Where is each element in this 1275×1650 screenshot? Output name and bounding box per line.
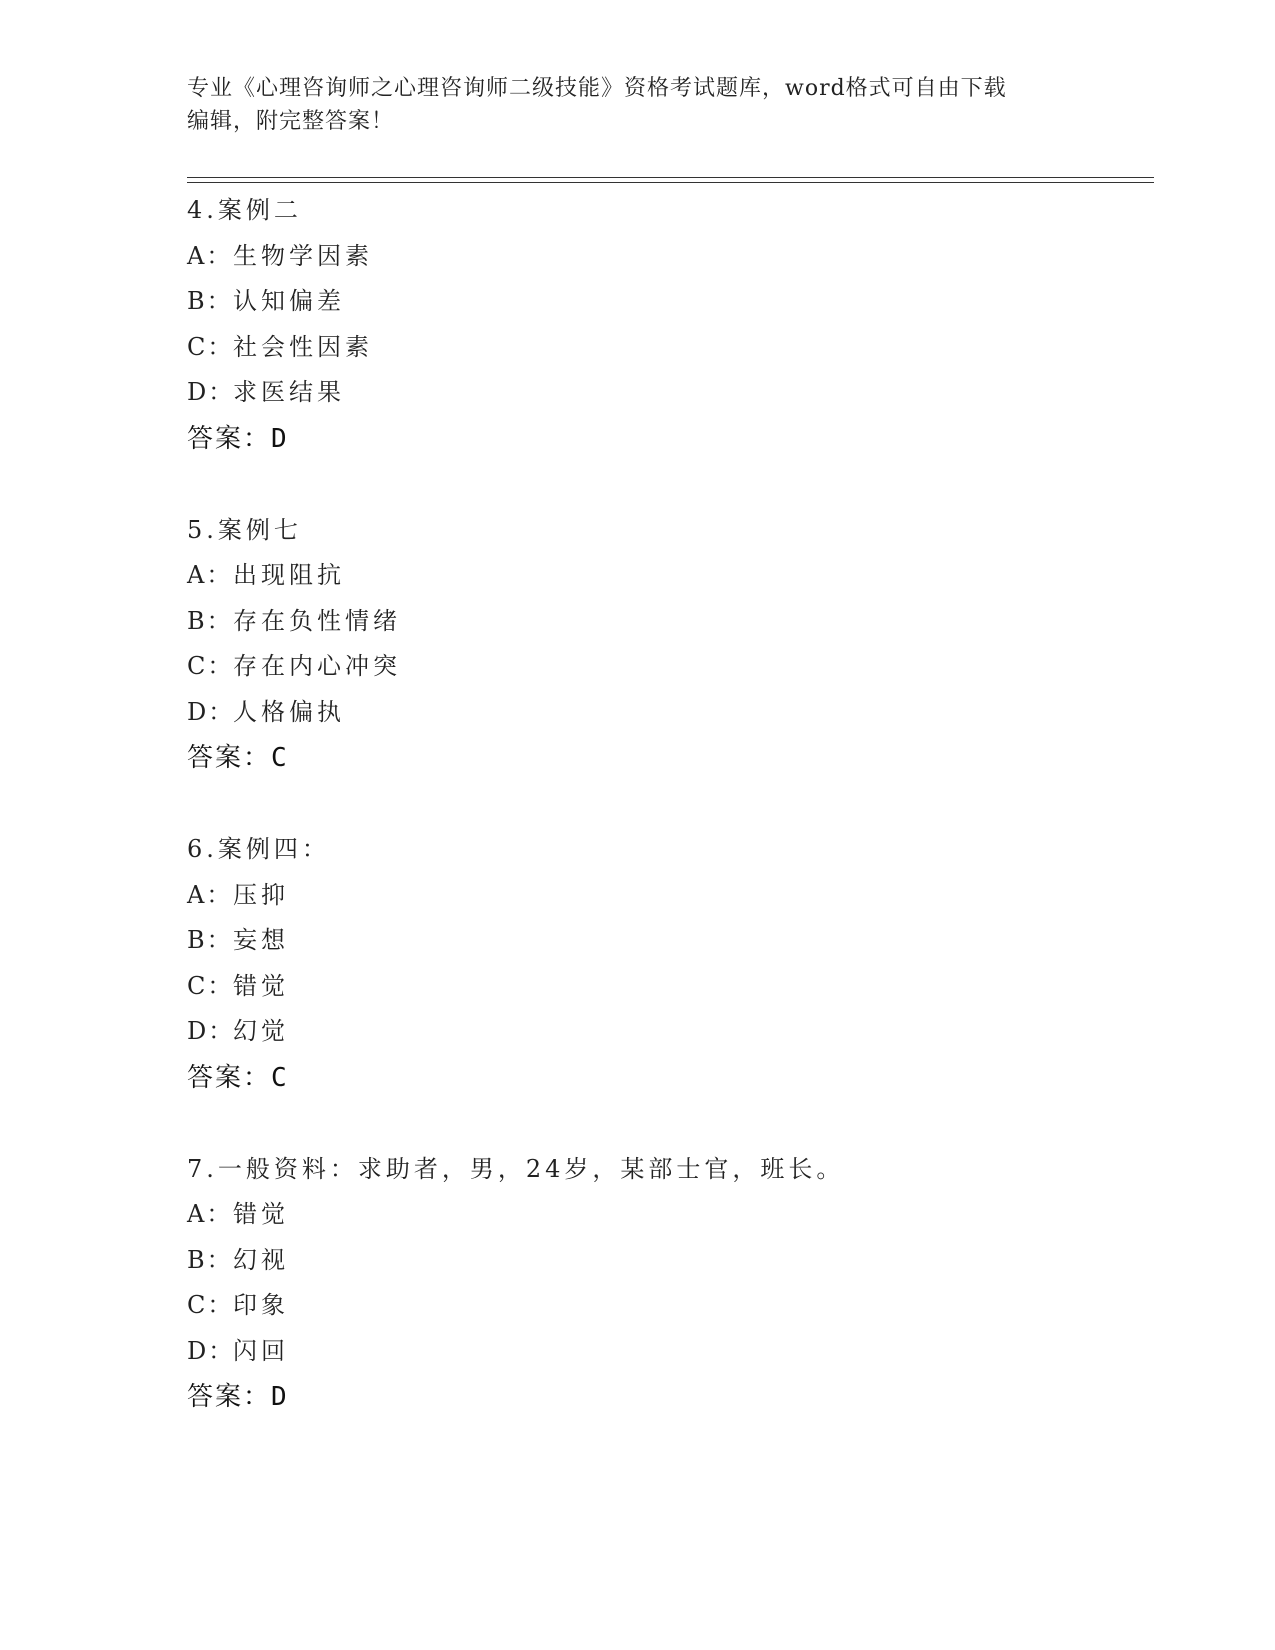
document-header <box>187 72 1087 138</box>
option-key: A： <box>187 1200 233 1228</box>
answer-value: C <box>271 743 289 773</box>
option-key: B： <box>187 926 233 954</box>
option-b <box>187 918 1154 964</box>
option-c <box>187 325 1154 371</box>
option-text: 生物学因素 <box>233 241 373 270</box>
header-line-1: 专业《心理咨询师之心理咨询师二级技能》资格考试题库，word格式可自由下载 <box>187 76 1007 101</box>
header-divider-bottom <box>187 182 1154 183</box>
option-d <box>187 1329 1154 1375</box>
option-text: 认知偏差 <box>233 287 345 315</box>
option-key: D： <box>187 1336 235 1365</box>
option-c <box>187 964 1154 1010</box>
option-key: A： <box>187 561 233 589</box>
option-text: 妄想 <box>233 926 289 954</box>
option-key: B： <box>187 606 233 635</box>
option-key: D： <box>187 697 235 726</box>
option-key: A： <box>187 880 233 909</box>
question-title: 6.案例四： <box>187 835 330 863</box>
question-title: 4.案例二 <box>187 196 302 224</box>
option-a <box>187 553 1154 599</box>
option-key: C： <box>187 971 234 1000</box>
answer-label: 答案： <box>187 423 272 454</box>
option-text: 闪回 <box>233 1336 289 1365</box>
option-key: C： <box>187 652 234 680</box>
option-a <box>187 234 1154 280</box>
header-divider-top <box>187 177 1154 178</box>
option-text: 人格偏执 <box>233 697 345 726</box>
option-d <box>187 1009 1154 1055</box>
answer-line <box>187 416 1154 462</box>
question-list <box>187 188 1154 1466</box>
option-text: 出现阻抗 <box>233 561 345 589</box>
option-c <box>187 644 1154 690</box>
question-title: 7.一般资料：求助者，男，24岁，某部士官，班长。 <box>187 1154 845 1183</box>
option-key: C： <box>187 332 234 361</box>
option-text: 幻觉 <box>233 1017 289 1045</box>
option-text: 错觉 <box>233 971 289 1000</box>
option-key: D： <box>187 378 235 406</box>
option-b <box>187 279 1154 325</box>
option-key: D： <box>187 1017 235 1045</box>
answer-value: D <box>271 423 289 454</box>
answer-value: D <box>271 1382 289 1412</box>
answer-label: 答案： <box>187 743 272 773</box>
option-text: 印象 <box>233 1291 289 1319</box>
option-a <box>187 1192 1154 1238</box>
option-text: 幻视 <box>233 1245 289 1274</box>
question-item <box>187 1147 1154 1421</box>
answer-line <box>187 735 1154 781</box>
header-line-2: 编辑，附完整答案！ <box>187 109 395 134</box>
option-text: 社会性因素 <box>233 332 373 361</box>
question-item <box>187 827 1154 1101</box>
option-a <box>187 873 1154 919</box>
option-key: B： <box>187 287 233 315</box>
question-title: 5.案例七 <box>187 515 302 544</box>
option-b <box>187 1238 1154 1284</box>
option-text: 求医结果 <box>233 378 345 406</box>
answer-label: 答案： <box>187 1382 272 1412</box>
option-d <box>187 690 1154 736</box>
option-c <box>187 1283 1154 1329</box>
option-key: C： <box>187 1291 234 1319</box>
question-item <box>187 188 1154 462</box>
answer-label: 答案： <box>187 1062 272 1093</box>
answer-line <box>187 1055 1154 1101</box>
option-d <box>187 370 1154 416</box>
answer-value: C <box>271 1062 289 1093</box>
option-text: 错觉 <box>233 1200 289 1228</box>
option-text: 压抑 <box>233 880 289 909</box>
answer-line <box>187 1374 1154 1420</box>
option-b <box>187 599 1154 645</box>
option-key: A： <box>187 241 233 270</box>
question-item <box>187 508 1154 782</box>
option-key: B： <box>187 1245 233 1274</box>
option-text: 存在负性情绪 <box>233 606 401 635</box>
option-text: 存在内心冲突 <box>233 652 401 680</box>
